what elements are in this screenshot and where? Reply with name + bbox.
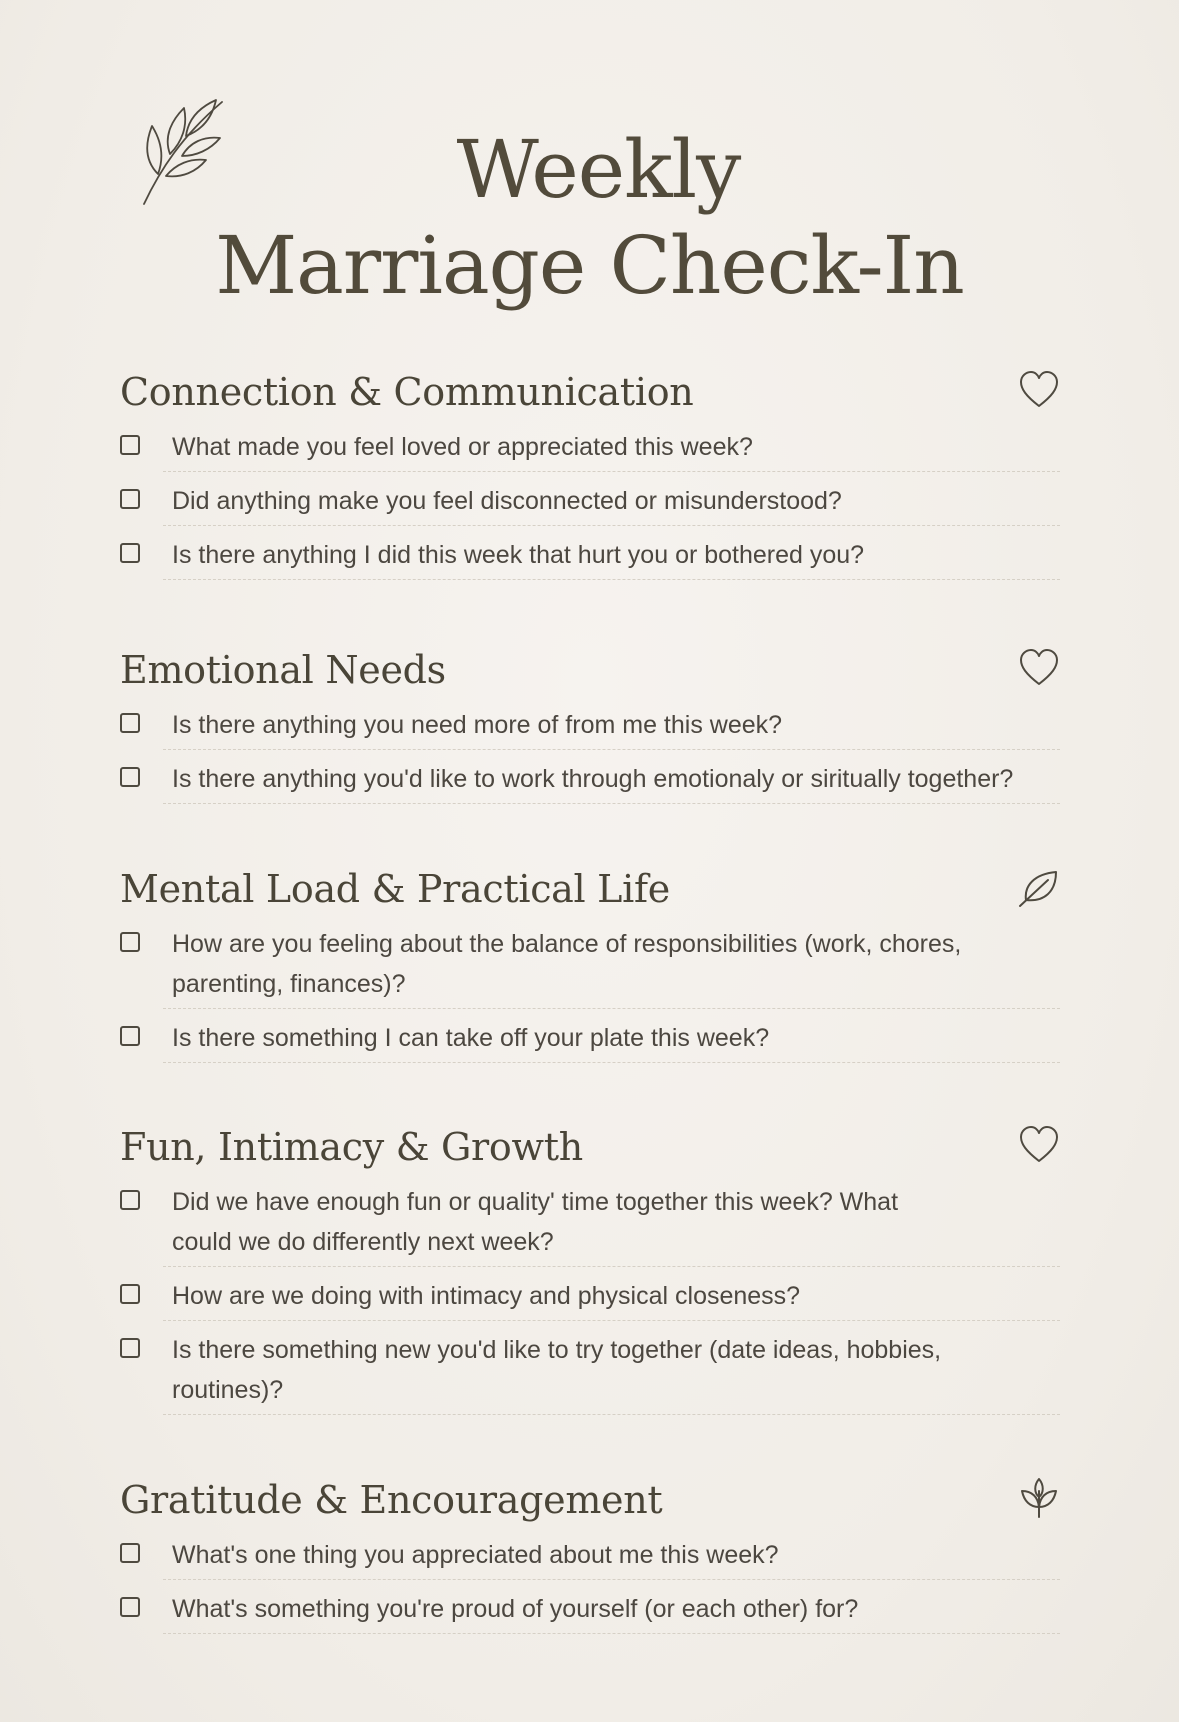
section-fun-intimacy-growth [120,1120,1060,1415]
page-title-line-2: Marriage Check-In [215,219,964,312]
section-gratitude-encouragement [120,1473,1060,1634]
question-text: Is there anything you need more of from me this week? [172,711,783,739]
checklist-item [163,1328,1060,1415]
section-title: Emotional Needs [120,648,446,692]
question-text: Is there anything I did this week that hurt you or bothered you? [172,541,865,569]
checklist-item [163,1180,1060,1267]
checklist-item [163,425,1060,472]
checkbox[interactable] [120,489,140,509]
checklist-item [163,757,1060,804]
leaf-icon [1018,866,1060,908]
section-emotional-needs [120,643,1060,804]
section-title: Gratitude & Encouragement [120,1478,663,1522]
checklist-item [163,703,1060,750]
checklist-item [163,922,1060,1009]
checkbox[interactable] [120,767,140,787]
section-title: Mental Load & Practical Life [120,867,670,911]
section-header [120,1473,1060,1527]
heart-icon [1018,369,1060,411]
section-header [120,1120,1060,1174]
checklist-item [163,1587,1060,1634]
checklist-item [163,1533,1060,1580]
checkbox[interactable] [120,1190,140,1210]
checkbox[interactable] [120,1597,140,1617]
checkbox[interactable] [120,1338,140,1358]
checkbox[interactable] [120,1026,140,1046]
question-text: How are we doing with intimacy and physical closeness? [172,1282,801,1310]
question-text: How are you feeling about the balance of responsibilities (work, chores, parenting, finances)? [172,930,962,998]
section-header [120,643,1060,697]
checkbox[interactable] [120,932,140,952]
checklist-item [163,1274,1060,1321]
checkbox[interactable] [120,713,140,733]
sprout-icon [1018,1477,1060,1519]
question-text: Did anything make you feel disconnected or misunderstood? [172,487,842,515]
section-header [120,862,1060,916]
question-text: Did we have enough fun or quality' time together this week? What could we do differently next week? [172,1188,899,1256]
page-title-line-1: Weekly [456,123,741,216]
heart-icon [1018,1124,1060,1166]
section-mental-load [120,862,1060,1063]
question-text: What made you feel loved or appreciated this week? [172,433,753,461]
question-text: Is there something new you'd like to try together (date ideas, hobbies, routines)? [172,1336,942,1404]
checkbox[interactable] [120,435,140,455]
question-text: What's one thing you appreciated about me this week? [172,1541,779,1569]
checklist-item [163,1016,1060,1063]
question-text: What's something you're proud of yourself (or each other) for? [172,1595,859,1623]
checklist-item [163,533,1060,580]
checkbox[interactable] [120,543,140,563]
checklist-item [163,479,1060,526]
section-connection-communication [120,365,1060,580]
checkbox[interactable] [120,1284,140,1304]
section-title: Fun, Intimacy & Growth [120,1125,583,1169]
heart-icon [1018,647,1060,689]
checkbox[interactable] [120,1543,140,1563]
section-header [120,365,1060,419]
section-title: Connection & Communication [120,370,694,414]
question-text: Is there something I can take off your plate this week? [172,1024,770,1052]
question-text: Is there anything you'd like to work through emotionaly or siritually together? [172,765,1014,793]
